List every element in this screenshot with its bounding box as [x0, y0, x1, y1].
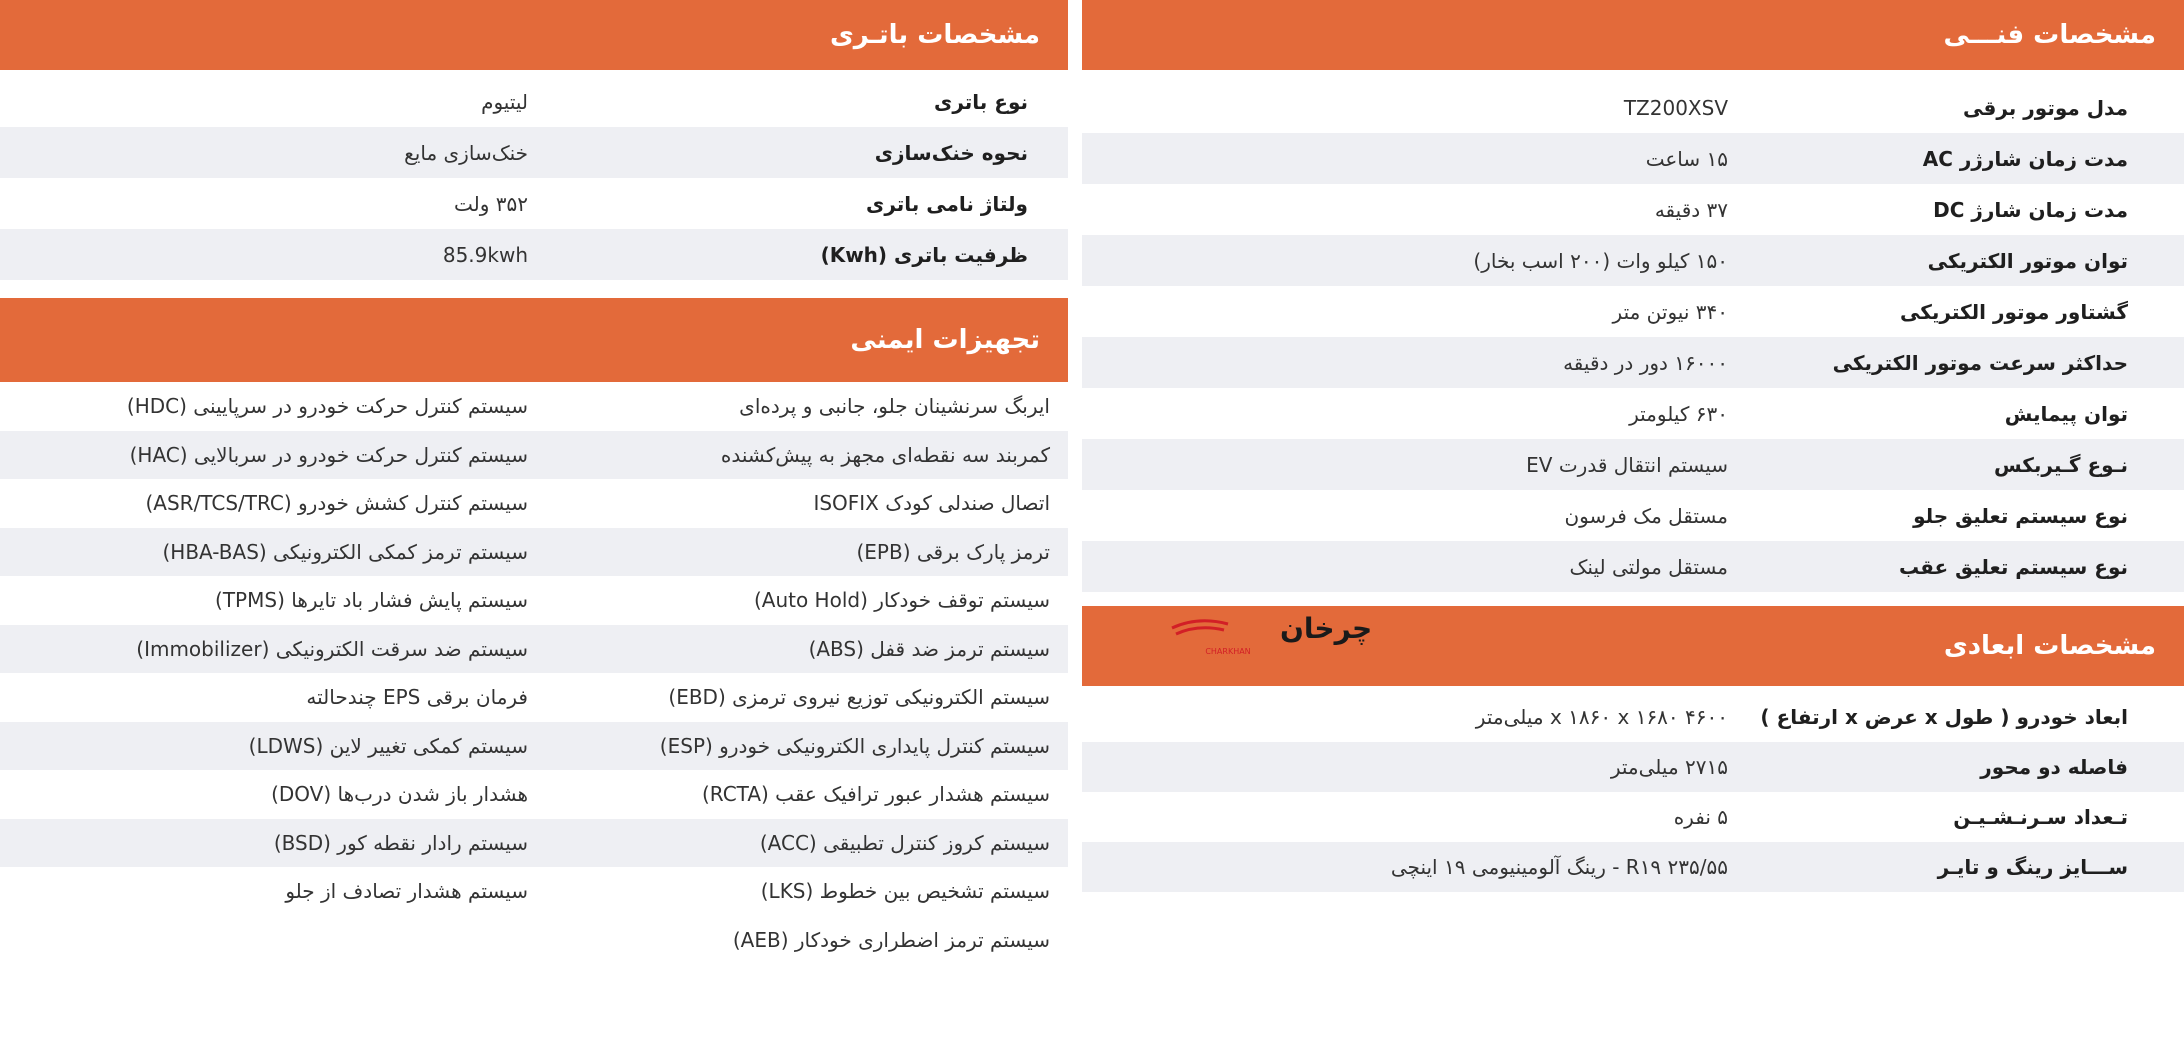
- safety-row: [0, 673, 1068, 722]
- battery-label: ولتاژ نامی باتری: [866, 191, 1028, 216]
- safety-row: [0, 528, 1068, 577]
- technical-value: مستقل مک فرسون: [1564, 503, 1728, 528]
- logo-text: چرخان: [1280, 612, 1373, 645]
- battery-row: [0, 127, 1068, 178]
- safety-header: [0, 298, 1068, 382]
- battery-row: [0, 229, 1068, 280]
- dimensions-value: ۵ نفره: [1673, 805, 1728, 829]
- dimensions-value: ۴۶۰۰ x ۱۸۶۰ x ۱۶۸۰ میلی‌متر: [1475, 705, 1728, 729]
- safety-item-right: سیستم توقف خودکار (Auto Hold): [753, 588, 1050, 613]
- technical-label: نـوع گـیربکس: [1994, 452, 2128, 477]
- dimensions-value: ۲۳۵/۵۵ R۱۹ - رینگ آلومینیومی ۱۹ اینچی: [1390, 855, 1728, 879]
- technical-specs-table: [1082, 82, 2184, 592]
- safety-item-right: کمربند سه نقطه‌ای مجهز به پیش‌کشنده: [720, 442, 1050, 467]
- logo-subtext: CHARKHAN: [1205, 647, 1251, 656]
- safety-row: [0, 722, 1068, 771]
- technical-row: [1082, 541, 2184, 592]
- dimensions-label: ابعاد خودرو ( طول x عرض x ارتفاع ): [1760, 705, 2128, 729]
- safety-item-left: سیستم ترمز کمکی الکترونیکی (HBA-BAS): [162, 539, 528, 564]
- safety-item-left: سیستم ضد سرقت الکترونیکی (Immobilizer): [136, 636, 528, 661]
- technical-label: حداکثر سرعت موتور الکتریکی: [1832, 350, 2128, 375]
- dimensions-row: [1082, 842, 2184, 892]
- technical-row: [1082, 337, 2184, 388]
- technical-value: سیستم انتقال قدرت EV: [1526, 452, 1728, 477]
- technical-row: [1082, 439, 2184, 490]
- technical-value: ۱۵ ساعت: [1645, 146, 1728, 171]
- technical-label: مدت زمان شارژر AC: [1922, 146, 2128, 171]
- technical-value: ۳۴۰ نیوتن متر: [1612, 299, 1728, 324]
- technical-row: [1082, 184, 2184, 235]
- safety-item-right: سیستم ترمز اضطراری خودکار (AEB): [732, 927, 1050, 952]
- safety-item-left: هشدار باز شدن درب‌ها (DOV): [271, 782, 528, 807]
- dimensions-row: [1082, 692, 2184, 742]
- safety-row: [0, 576, 1068, 625]
- safety-item-right: سیستم ترمز ضد قفل (ABS): [808, 636, 1050, 661]
- battery-label: ظرفیت باتری (Kwh): [820, 242, 1028, 267]
- charkhan-logo: [1168, 606, 1373, 660]
- technical-value: ۱۵۰ کیلو وات (۲۰۰ اسب بخار): [1473, 248, 1728, 273]
- safety-item-right: اتصال صندلی کودک ISOFIX: [813, 491, 1050, 516]
- dimensions-title: مشخصات ابعادی: [1943, 631, 2156, 661]
- technical-row: [1082, 82, 2184, 133]
- dimensions-value: ۲۷۱۵ میلی‌متر: [1610, 755, 1728, 779]
- battery-specs-title: مشخصات باتـری: [829, 20, 1040, 50]
- technical-row: [1082, 235, 2184, 286]
- safety-item-left: سیستم کنترل حرکت خودرو در سرپایینی (HDC): [126, 394, 528, 419]
- safety-row: [0, 916, 1068, 965]
- technical-row: [1082, 388, 2184, 439]
- battery-row: [0, 178, 1068, 229]
- safety-equipment-table: [0, 382, 1068, 964]
- technical-row: [1082, 490, 2184, 541]
- battery-row: [0, 76, 1068, 127]
- safety-item-left: فرمان برقی EPS چندحالته: [306, 685, 528, 710]
- safety-item-right: سیستم هشدار عبور ترافیک عقب (RCTA): [701, 782, 1050, 807]
- safety-item-left: سیستم کنترل حرکت خودرو در سربالایی (HAC): [129, 442, 528, 467]
- safety-item-right: سیستم الکترونیکی توزیع نیروی ترمزی (EBD): [668, 685, 1050, 710]
- dimensions-label: تـعداد سـرنـشـیـن: [1953, 805, 2128, 829]
- safety-item-right: سیستم کنترل پایداری الکترونیکی خودرو (ESP): [659, 733, 1050, 758]
- battery-value: ۳۵۲ ولت: [454, 191, 528, 216]
- battery-value: خنک‌سازی مایع: [404, 140, 528, 165]
- safety-item-right: ترمز پارک برقی (EPB): [856, 539, 1050, 564]
- safety-item-left: سیستم پایش فشار باد تایرها (TPMS): [215, 588, 528, 613]
- battery-specs-header: [0, 0, 1068, 70]
- technical-row: [1082, 286, 2184, 337]
- technical-value: ۱۶۰۰۰ دور در دقیقه: [1563, 350, 1728, 375]
- safety-row: [0, 382, 1068, 431]
- technical-label: مدل موتور برقی: [1963, 95, 2128, 120]
- safety-row: [0, 867, 1068, 916]
- technical-value: مستقل مولتی لینک: [1569, 554, 1728, 579]
- safety-row: [0, 431, 1068, 480]
- battery-value: لیتیوم: [481, 89, 528, 114]
- safety-row: [0, 479, 1068, 528]
- safety-item-left: سیستم هشدار تصادف از جلو: [285, 879, 528, 904]
- battery-label: نوع باتری: [934, 89, 1028, 114]
- technical-value: ۳۷ دقیقه: [1654, 197, 1728, 222]
- safety-item-right: ایربگ سرنشینان جلو، جانبی و پرده‌ای: [739, 394, 1050, 419]
- battery-value: 85.9kwh: [442, 242, 528, 267]
- safety-row: [0, 819, 1068, 868]
- technical-label: مدت زمان شارژ DC: [1933, 197, 2128, 222]
- technical-label: گشتاور موتور الکتریکی: [1900, 299, 2128, 324]
- technical-specs-title: مشخصات فنـــی: [1943, 20, 2156, 50]
- dimensions-label: فاصله دو محور: [1980, 755, 2128, 779]
- dimensions-table: [1082, 692, 2184, 892]
- technical-row: [1082, 133, 2184, 184]
- safety-item-left: سیستم کنترل کشش خودرو (ASR/TCS/TRC): [145, 491, 528, 516]
- technical-value: ۶۳۰ کیلومتر: [1629, 401, 1728, 426]
- technical-label: نوع سیستم تعلیق عقب: [1898, 554, 2128, 579]
- safety-title: تجهیزات ایمنی: [850, 325, 1040, 355]
- technical-label: توان موتور الکتریکی: [1927, 248, 2128, 273]
- safety-row: [0, 770, 1068, 819]
- technical-specs-header: [1082, 0, 2184, 70]
- technical-value: TZ200XSV: [1623, 95, 1728, 120]
- battery-specs-table: [0, 76, 1068, 280]
- technical-label: نوع سیستم تعلیق جلو: [1913, 503, 2128, 528]
- dimensions-row: [1082, 742, 2184, 792]
- safety-item-right: سیستم تشخیص بین خطوط (LKS): [760, 879, 1050, 904]
- battery-label: نحوه خنک‌سازی: [874, 140, 1028, 165]
- safety-item-right: سیستم کروز کنترل تطبیقی (ACC): [759, 830, 1050, 855]
- dimensions-row: [1082, 792, 2184, 842]
- technical-label: توان پیمایش: [2004, 401, 2128, 426]
- dimensions-label: ســـایز رینگ و تایـر: [1937, 855, 2128, 879]
- safety-item-left: سیستم کمکی تغییر لاین (LDWS): [248, 733, 528, 758]
- safety-row: [0, 625, 1068, 674]
- safety-item-left: سیستم رادار نقطه کور (BSD): [273, 830, 528, 855]
